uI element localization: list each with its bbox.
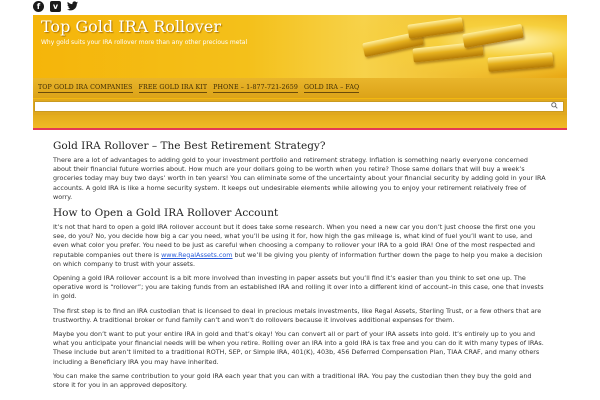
site-header-block (33, 15, 567, 130)
article-paragraph (53, 223, 547, 269)
article-paragraph: You can make the same contribution to your gold IRA each year that you can with a traditional IRA. You pay the custodian then they buy the gold and store it for you in an approved depository. (53, 371, 532, 390)
article-paragraph: There are a lot of advantages to adding gold to your investment portfolio and retirement strategy. Inflation is something nearly everyone concerned about their financial future worries about. How much are your dollars going to be worth when you retire? Those same dollars that will buy a week’s groceries today may buy two days’ worth in ten years! You can eliminate some of the uncertainty about your financial security by adding gold in your IRA accounts. A gold IRA is like a home security system. It keeps out undesirable elements while allowing you to enjoy your retirement relatively free of worry. (53, 156, 546, 201)
site-title[interactable]: Top Gold IRA Rollover (41, 17, 221, 36)
paragraph-text: It’s not that hard to open a gold IRA rollover account but it does take some research. When you need a new car you don’t just choose the first one you see, do you? No, you decide how big a car you need, what you’ll be using it for, how high the gas mileage is, what kind of fuel you’ll want to use, and even what color you prefer. You need to be just as careful when choosing a company to rollover your IRA to a gold IRA! One of the most respected and reputable companies out there is (53, 223, 536, 259)
nav-item-top-gold-ira-companies[interactable]: TOP GOLD IRA COMPANIES (38, 84, 133, 91)
search-input[interactable] (34, 101, 564, 112)
main-navigation (33, 78, 567, 98)
search-row (33, 99, 567, 115)
site-description: Why gold suits your IRA rollover more than any other precious metal (41, 39, 248, 46)
search-icon[interactable] (551, 102, 558, 111)
article-paragraph: The first step is to find an IRA custodian that is licensed to deal in precious metals investments, like Regal Assets, Sterling Trust, or a few others that are trustworthy. A traditional broker or fund family can’t and won’t do rollovers because it involves additional expenses for them. (53, 306, 542, 324)
nav-item-free-gold-ira-kit[interactable]: FREE GOLD IRA KIT (138, 84, 208, 91)
facebook-icon[interactable]: f (33, 1, 44, 12)
article-heading: Gold IRA Rollover – The Best Retirement Strategy? (53, 140, 326, 152)
paragraph-text: but we’ll be giving you plenty of information further down the page to help you make a decision on which company to trust with your assets. (53, 250, 543, 268)
nav-item-phone[interactable]: PHONE – 1-877-721-2659 (213, 84, 298, 91)
header-bottom-strip (33, 115, 567, 130)
article-subheading: How to Open a Gold IRA Rollover Account (53, 207, 279, 220)
social-bar (33, 0, 78, 12)
vimeo-icon[interactable]: v (50, 1, 61, 12)
article-content (53, 140, 547, 395)
nav-item-gold-ira-faq[interactable]: GOLD IRA – FAQ (303, 84, 360, 91)
regal-assets-link[interactable]: www.RegalAssets.com (161, 250, 233, 259)
article-paragraph: Opening a gold IRA rollover account is a bit more involved than investing in paper assets but you’ll find it’s easier than you think to set one up. The operative word is “rollover”; you are taking funds from an established IRA and rolling it over into a different kind of account–in this case, one that invests in gold. (53, 274, 544, 301)
twitter-icon[interactable] (67, 1, 78, 12)
header-banner (33, 15, 567, 78)
article-paragraph: Maybe you don’t want to put your entire IRA in gold and that’s okay! You can convert all or part of your IRA assets into gold. It’s entirely up to you and what you anticipate your financial needs will be when you retire. Rolling over an IRA into a gold IRA is tax free and you can do it with many types of IRAs. These include but aren’t limited to a traditional ROTH, SEP, or Simple IRA, 401(K), 403b, 456 Deferred Compensation Plan, TIAA CRAF, and many others including a Beneficiary IRA you may have inherited. (53, 330, 544, 366)
